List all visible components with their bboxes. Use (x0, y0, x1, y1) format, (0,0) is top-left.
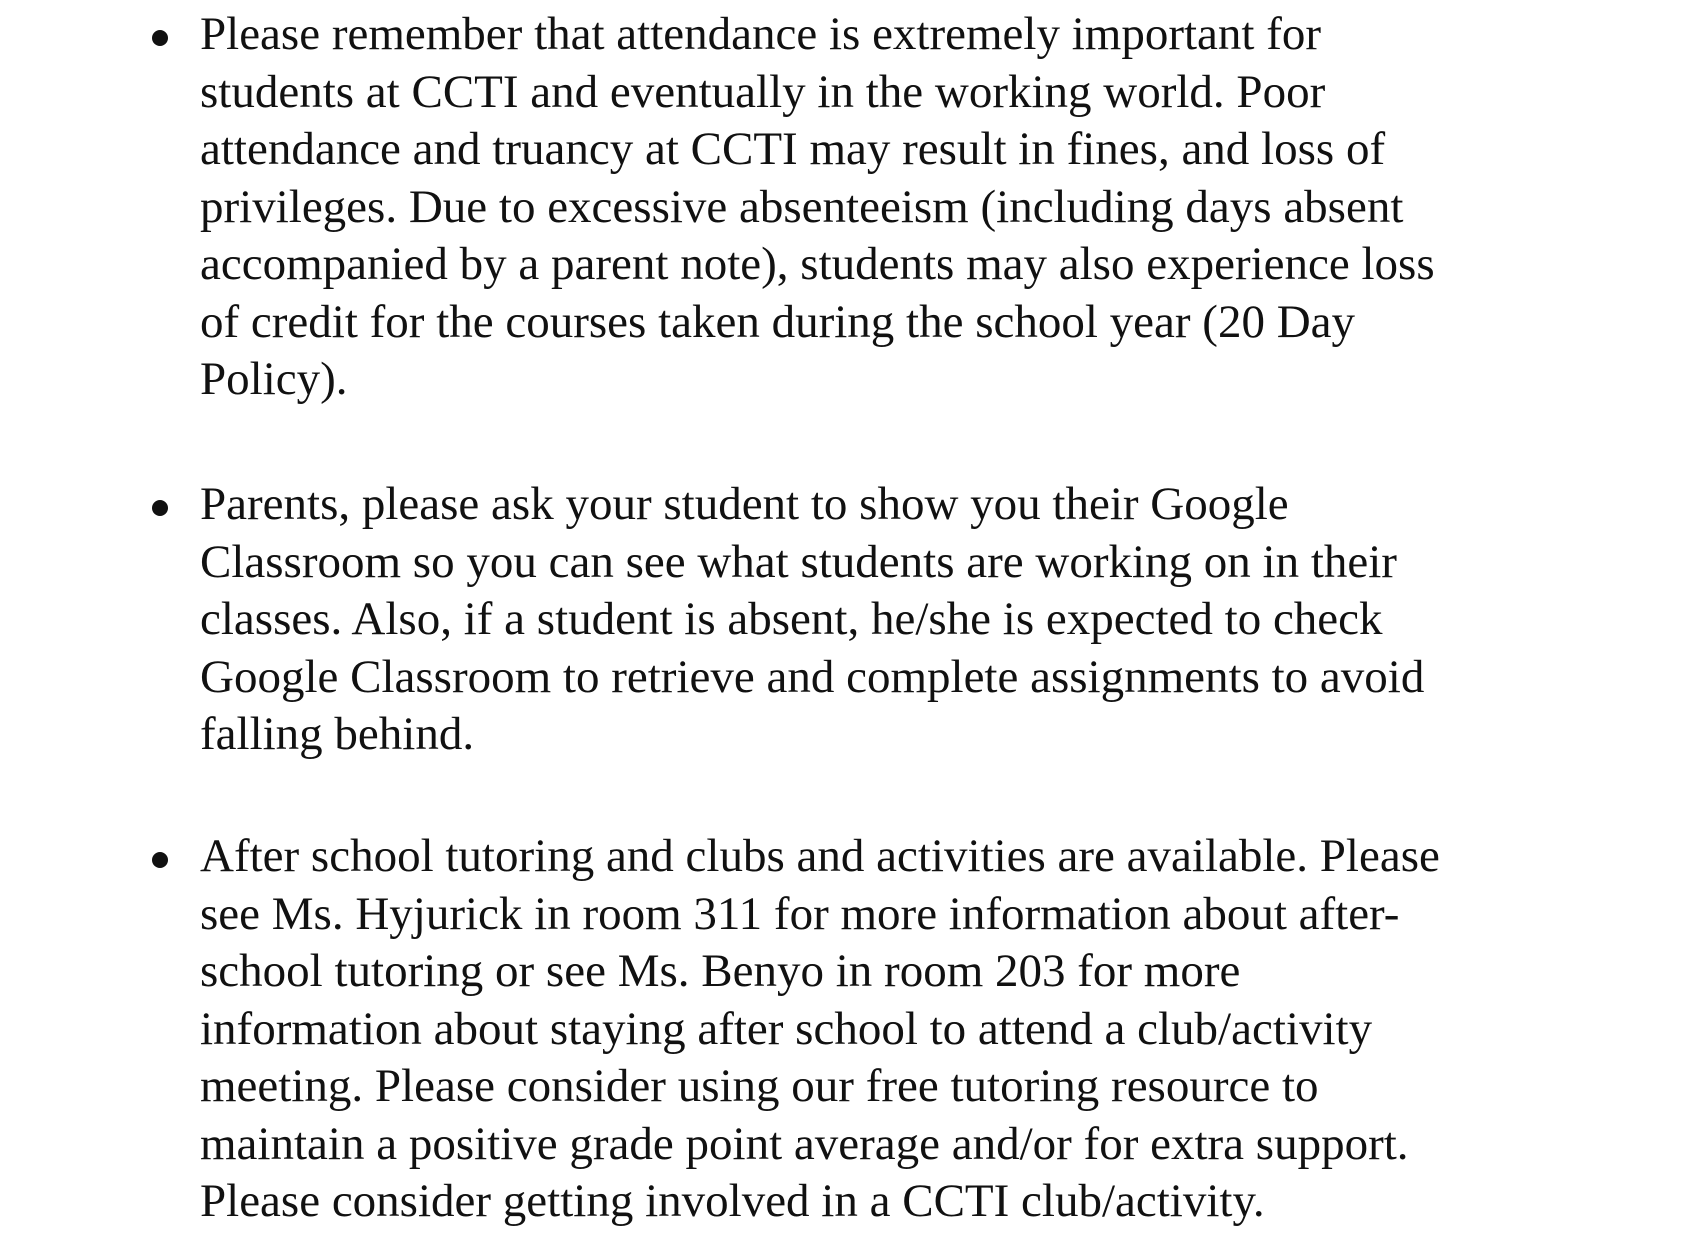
text-line: of credit for the courses taken during the school year (20 Day (200, 295, 1356, 348)
text-line: information about staying after school to attend a club/activity (200, 1002, 1373, 1055)
bullet-dot-icon (152, 852, 168, 868)
text-line: meeting. Please consider using our free tutoring resource to (200, 1060, 1319, 1112)
text-line: Classroom so you can see what students are working on in their (200, 535, 1397, 588)
text-line: attendance and truancy at CCTI may result in fines, and loss of (200, 123, 1386, 175)
tutoring-clubs-notice-text (200, 828, 1660, 1231)
google-classroom-notice-item (200, 476, 1660, 764)
text-line: Please remember that attendance is extremely important for (200, 8, 1322, 60)
text-line: falling behind. (200, 708, 475, 760)
text-line: After school tutoring and clubs and activities are available. Please (200, 830, 1440, 882)
text-line: Policy). (200, 353, 348, 405)
bullet-dot-icon (152, 30, 168, 46)
text-line: classes. Also, if a student is absent, he/she is expected to check (200, 593, 1383, 645)
attendance-notice-text (200, 6, 1660, 409)
text-line: privileges. Due to excessive absenteeism (including days absent (200, 180, 1404, 233)
text-line: Please consider getting involved in a CCTI club/activity. (200, 1175, 1265, 1227)
tutoring-clubs-notice-item (200, 828, 1660, 1231)
text-line: Google Classroom to retrieve and complete assignments to avoid (200, 650, 1425, 703)
bullet-dot-icon (152, 500, 168, 516)
text-line: accompanied by a parent note), students may also experience loss (200, 238, 1435, 290)
google-classroom-notice-text (200, 476, 1660, 764)
text-line: students at CCTI and eventually in the working world. Poor (200, 65, 1326, 118)
text-line: maintain a positive grade point average and/or for extra support. (200, 1117, 1409, 1170)
text-line: Parents, please ask your student to show you their Google (200, 478, 1289, 530)
text-line: school tutoring or see Ms. Benyo in room 203 for more (200, 945, 1241, 997)
text-line: see Ms. Hyjurick in room 311 for more information about after- (200, 887, 1400, 940)
attendance-notice-item (200, 6, 1660, 409)
